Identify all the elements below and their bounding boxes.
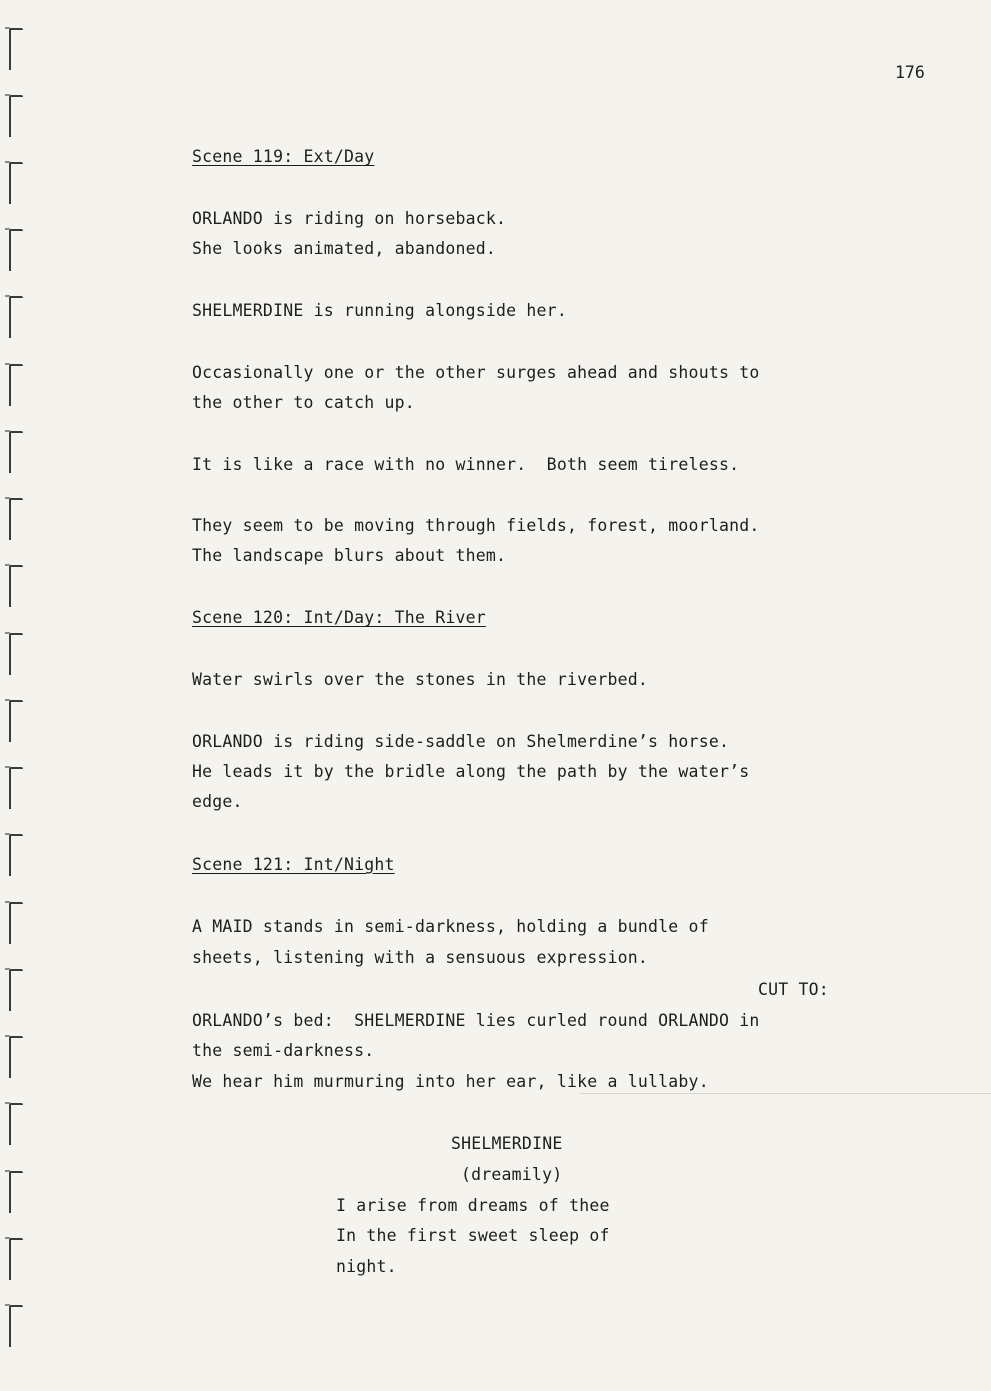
action-line: A MAID stands in semi-darkness, holding a bundle of — [192, 917, 709, 936]
parenthetical: (dreamily) — [461, 1165, 563, 1184]
scene-heading: Scene 121: Int/Night — [192, 855, 395, 874]
action-line: SHELMERDINE is running alongside her. — [192, 301, 567, 320]
binding-ring — [9, 431, 23, 473]
action-line: They seem to be moving through fields, forest, moorland. — [192, 516, 760, 535]
binding-ring — [9, 498, 23, 540]
paste-edge-line — [580, 1093, 991, 1094]
action-line: She looks animated, abandoned. — [192, 239, 497, 258]
spiral-binding — [0, 0, 40, 1391]
binding-ring — [9, 1238, 23, 1280]
action-line: ORLANDO is riding side-saddle on Shelmerdine’s horse. — [192, 732, 730, 751]
action-line: sheets, listening with a sensuous expression. — [192, 948, 649, 967]
dialogue-line: I arise from dreams of thee — [336, 1196, 610, 1215]
action-line: edge. — [192, 792, 243, 811]
binding-ring — [9, 902, 23, 944]
binding-ring — [9, 364, 23, 406]
binding-ring — [9, 633, 23, 675]
action-line: The landscape blurs about them. — [192, 546, 507, 565]
action-line: ORLANDO’s bed: SHELMERDINE lies curled round ORLANDO in — [192, 1011, 760, 1030]
action-line: the semi-darkness. — [192, 1041, 375, 1060]
binding-ring — [9, 565, 23, 607]
dialogue-line: night. — [336, 1257, 397, 1276]
binding-ring — [9, 229, 23, 271]
binding-ring — [9, 700, 23, 742]
binding-ring — [9, 28, 23, 70]
binding-ring — [9, 767, 23, 809]
action-line: ORLANDO is riding on horseback. — [192, 209, 507, 228]
binding-ring — [9, 95, 23, 137]
action-line: We hear him murmuring into her ear, like a lullaby. — [192, 1072, 709, 1091]
binding-ring — [9, 1036, 23, 1078]
binding-ring — [9, 162, 23, 204]
transition-cut-to: CUT TO: — [758, 980, 829, 999]
action-line: the other to catch up. — [192, 393, 415, 412]
dialogue-line: In the first sweet sleep of — [336, 1226, 610, 1245]
page-number: 176 — [895, 63, 925, 82]
scene-heading: Scene 120: Int/Day: The River — [192, 608, 486, 627]
action-line: It is like a race with no winner. Both seem tireless. — [192, 455, 740, 474]
binding-ring — [9, 1305, 23, 1347]
action-line: Occasionally one or the other surges ahead and shouts to — [192, 363, 760, 382]
binding-ring — [9, 1103, 23, 1145]
binding-ring — [9, 296, 23, 338]
scene-heading: Scene 119: Ext/Day — [192, 147, 375, 166]
binding-ring — [9, 1171, 23, 1213]
binding-ring — [9, 834, 23, 876]
action-line: He leads it by the bridle along the path by the water’s — [192, 762, 750, 781]
binding-ring — [9, 969, 23, 1011]
action-line: Water swirls over the stones in the riverbed. — [192, 670, 649, 689]
character-name: SHELMERDINE — [451, 1134, 563, 1153]
